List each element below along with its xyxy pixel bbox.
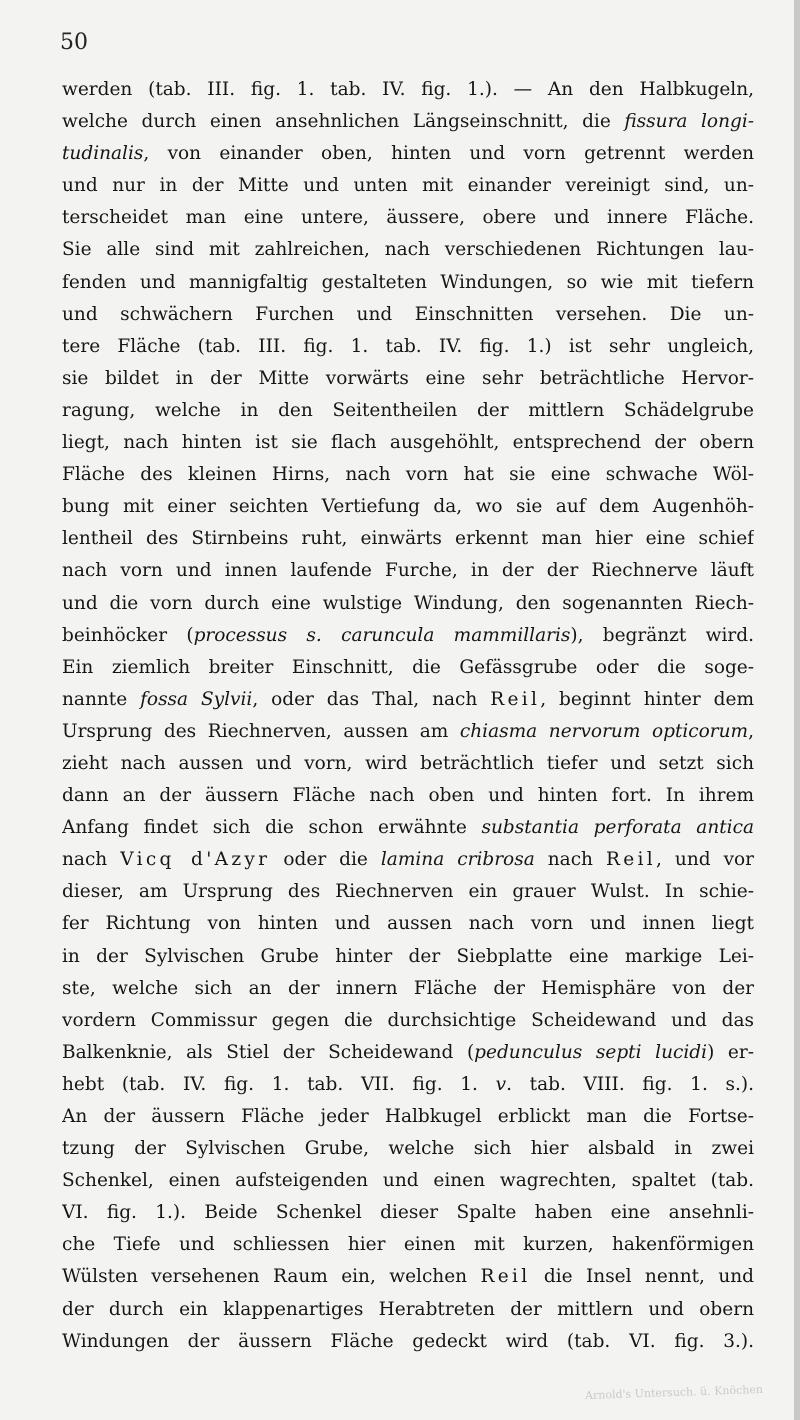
text-line bbox=[62, 395, 754, 427]
text-run: nach bbox=[62, 849, 121, 871]
text-run: Fläche des kleinen Hirns, nach vorn hat sie eine schwache Wöl- bbox=[62, 464, 754, 486]
text-run: An der äussern Fläche jeder Halbkugel erblickt man die Fortse- bbox=[62, 1106, 754, 1127]
text-run: dieser, am Ursprung des Riechnerven ein grauer Wulst. In schie- bbox=[62, 881, 754, 903]
text-run: Schenkel, einen aufsteigenden und einen wagrechten, spaltet (tab. bbox=[62, 1170, 754, 1192]
text-line bbox=[62, 1261, 754, 1293]
text-line bbox=[62, 267, 754, 299]
text-run: sie bildet in der Mitte vorwärts eine sehr beträchtliche Hervor- bbox=[62, 367, 754, 389]
text-run: , von einander oben, hinten und vorn getrennt werden bbox=[143, 143, 754, 165]
text-line bbox=[62, 844, 754, 876]
text-run: . tab. VIII. fig. 1. s.). bbox=[506, 1073, 754, 1095]
text-run: , beginnt hinter dem bbox=[540, 688, 754, 710]
text-run: und die vorn durch eine wulstige Windung, den sogenannten Riech- bbox=[62, 592, 754, 614]
text-run: liegt, nach hinten ist sie flach ausgehöhlt, entsprechend der obern bbox=[62, 432, 754, 454]
text-line bbox=[62, 1197, 754, 1229]
text-line bbox=[62, 202, 754, 234]
text-line bbox=[62, 363, 754, 395]
text-run: VI. fig. 1.). Beide Schenkel dieser Spalte haben eine ansehnli- bbox=[62, 1202, 754, 1224]
text-run: in der Sylvischen Grube hinter der Siebplatte eine markige Lei- bbox=[62, 945, 754, 967]
author-name: Reil bbox=[490, 688, 541, 710]
text-run: und nur in der Mitte und unten mit einander vereinigt sind, un- bbox=[62, 175, 754, 197]
text-run: fenden und mannigfaltig gestalteten Windungen, so wie mit tiefern bbox=[62, 271, 754, 293]
text-run: tzung der Sylvischen Grube, welche sich hier alsbald in zwei bbox=[62, 1138, 754, 1160]
text-run: bung mit einer seichten Vertiefung da, wo sie auf dem Augenhöh- bbox=[62, 496, 754, 518]
text-line bbox=[62, 459, 754, 491]
text-run: fer Richtung von hinten und aussen nach vorn und innen liegt bbox=[62, 913, 754, 935]
italic-term: fissura longi- bbox=[624, 111, 754, 133]
text-run: nannte bbox=[62, 688, 141, 710]
text-line bbox=[62, 748, 754, 780]
text-line bbox=[62, 491, 754, 523]
text-run: Anfang findet sich die schon erwähnte bbox=[62, 817, 482, 839]
text-run: ste, welche sich an der innern Fläche der Hemisphäre von der bbox=[62, 977, 754, 999]
author-name: Reil bbox=[605, 849, 657, 871]
text-line bbox=[62, 1165, 754, 1197]
text-line bbox=[62, 1326, 754, 1358]
text-line bbox=[62, 1069, 754, 1101]
italic-term: fossa Sylvii bbox=[140, 688, 253, 710]
italic-term: substantia perforata antica bbox=[481, 817, 754, 839]
text-run: che Tiefe und schliessen hier einen mit kurzen, hakenförmigen bbox=[62, 1234, 754, 1256]
author-name: Vicq d'Azyr bbox=[120, 849, 271, 871]
text-run: , bbox=[748, 720, 754, 742]
text-line bbox=[62, 588, 754, 620]
text-line bbox=[62, 427, 754, 459]
text-line bbox=[62, 106, 754, 138]
text-line bbox=[62, 908, 754, 940]
italic-term: processus s. caruncula mammillaris bbox=[193, 624, 571, 646]
text-run: ), begränzt wird. bbox=[570, 624, 754, 646]
text-line bbox=[62, 780, 754, 812]
text-line bbox=[62, 1101, 754, 1133]
text-line bbox=[62, 716, 754, 748]
text-line bbox=[62, 1005, 754, 1037]
text-line bbox=[62, 652, 754, 684]
text-run: der durch ein klappenartiges Herabtreten der mittlern und obern bbox=[62, 1298, 754, 1320]
text-line bbox=[62, 973, 754, 1005]
text-run: , oder das Thal, nach bbox=[252, 688, 491, 710]
text-run: welche durch einen ansehnlichen Längseinschnitt, die bbox=[62, 111, 625, 133]
text-line bbox=[62, 523, 754, 555]
text-run: Ursprung des Riechnerven, aussen am bbox=[62, 720, 460, 742]
text-run: ) er- bbox=[707, 1041, 754, 1063]
text-run: zieht nach aussen und vorn, wird beträchtlich tiefer und setzt sich bbox=[62, 752, 754, 774]
text-line bbox=[62, 941, 754, 973]
text-run: nach vorn und innen laufende Furche, in der der Riechnerve läuft bbox=[62, 560, 754, 582]
text-run: , und vor bbox=[656, 849, 754, 871]
text-run: werden (tab. III. fig. 1. tab. IV. fig. 1.). — An den Halbkugeln, bbox=[62, 79, 754, 100]
text-line bbox=[62, 876, 754, 908]
text-line bbox=[62, 299, 754, 331]
text-line bbox=[62, 1229, 754, 1261]
text-run: dann an der äussern Fläche nach oben und hinten fort. In ihrem bbox=[62, 785, 754, 807]
text-run: Windungen der äussern Fläche gedeckt wird (tab. VI. fig. 3.). bbox=[62, 1330, 754, 1352]
text-line bbox=[62, 1294, 754, 1326]
text-line bbox=[62, 1133, 754, 1165]
text-line bbox=[62, 74, 754, 106]
text-run: tere Fläche (tab. III. fig. 1. tab. IV. fig. 1.) ist sehr ungleich, bbox=[62, 335, 754, 357]
text-line bbox=[62, 684, 754, 716]
text-run: Ein ziemlich breiter Einschnitt, die Gefässgrube oder die soge- bbox=[62, 656, 754, 678]
text-run: terscheidet man eine untere, äussere, obere und innere Fläche. bbox=[62, 207, 754, 229]
text-line bbox=[62, 620, 754, 652]
text-line bbox=[62, 555, 754, 587]
text-line bbox=[62, 1037, 754, 1069]
text-run: und schwächern Furchen und Einschnitten versehen. Die un- bbox=[62, 303, 754, 325]
bleed-through-text: Arnold's Untersuch. ü. Knöchen bbox=[584, 1382, 764, 1403]
italic-term: tudinalis bbox=[62, 143, 144, 165]
text-line bbox=[62, 170, 754, 202]
text-run: hebt (tab. IV. fig. 1. tab. VII. fig. 1. bbox=[62, 1073, 496, 1095]
italic-term: v bbox=[495, 1073, 507, 1095]
text-run: Sie alle sind mit zahlreichen, nach verschiedenen Richtungen lau- bbox=[62, 239, 754, 261]
text-run: Balkenknie, als Stiel der Scheidewand ( bbox=[62, 1041, 475, 1063]
text-line bbox=[62, 138, 754, 170]
body-text bbox=[62, 74, 754, 1358]
text-line bbox=[62, 234, 754, 266]
italic-term: lamina cribrosa bbox=[380, 849, 535, 871]
page-number: 50 bbox=[60, 30, 88, 55]
text-line bbox=[62, 331, 754, 363]
text-run: vordern Commissur gegen die durchsichtige Scheidewand und das bbox=[62, 1009, 754, 1031]
italic-term: chiasma nervorum opticorum bbox=[459, 720, 749, 742]
text-run: Wülsten versehenen Raum ein, welchen bbox=[62, 1266, 481, 1288]
text-run: die Insel nennt, und bbox=[530, 1266, 754, 1288]
text-line bbox=[62, 812, 754, 844]
author-name: Reil bbox=[480, 1266, 531, 1288]
text-run: nach bbox=[534, 849, 606, 871]
italic-term: pedunculus septi lucidi bbox=[474, 1041, 708, 1063]
text-run: beinhöcker ( bbox=[62, 624, 194, 646]
text-run: lentheil des Stirnbeins ruht, einwärts erkennt man hier eine schief bbox=[62, 528, 754, 550]
text-run: oder die bbox=[270, 849, 381, 871]
text-run: ragung, welche in den Seitentheilen der mittlern Schädelgrube bbox=[62, 399, 754, 421]
